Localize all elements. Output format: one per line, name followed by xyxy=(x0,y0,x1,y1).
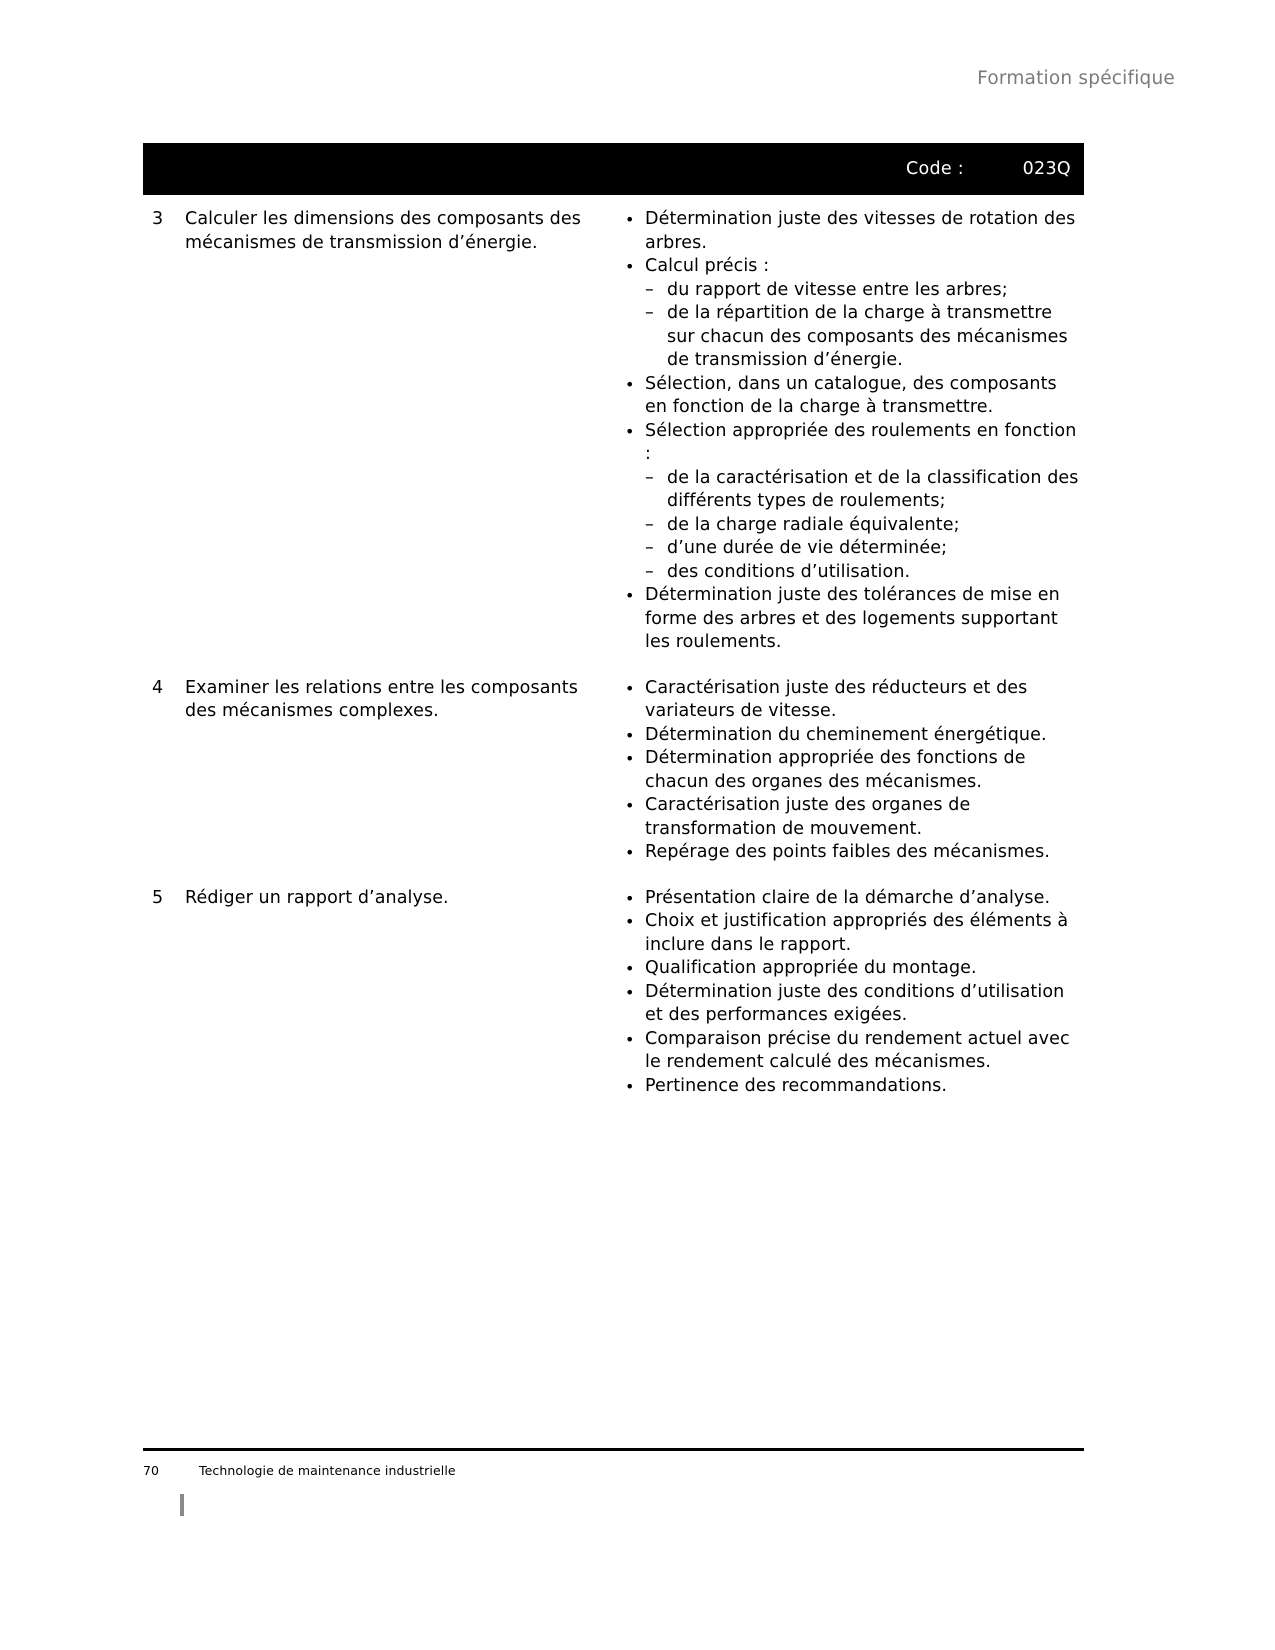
criterion-item xyxy=(623,724,1084,748)
table-row xyxy=(143,677,1084,865)
criterion-item xyxy=(623,794,1084,841)
task-label: Calculer les dimensions des composants des mécanismes de transmission d’énergie. xyxy=(185,209,581,253)
criterion-text: Comparaison précise du rendement actuel avec le rendement calculé des mécanismes. xyxy=(645,1028,1070,1072)
code-banner xyxy=(143,143,1084,195)
criterion-item xyxy=(623,420,1084,585)
footer-document-title: Technologie de maintenance industrielle xyxy=(199,1463,456,1478)
criterion-subitem: – des conditions d’utilisation. xyxy=(645,561,1084,585)
criterion-item xyxy=(623,841,1084,865)
task-number: 5 xyxy=(152,887,164,908)
code-value: 023Q xyxy=(1022,159,1071,179)
criterion-item xyxy=(623,981,1084,1028)
criterion-text: Détermination juste des vitesses de rotation des arbres. xyxy=(645,209,1076,253)
footer-divider xyxy=(143,1448,1084,1451)
criteria-cell xyxy=(603,677,1084,865)
criteria-cell xyxy=(603,208,1084,655)
competency-table xyxy=(143,208,1084,1120)
criterion-item xyxy=(623,887,1084,911)
criterion-subitem: – d’une durée de vie déterminée; xyxy=(645,537,1084,561)
criterion-text: Calcul précis : xyxy=(645,256,770,276)
table-row xyxy=(143,208,1084,655)
criterion-item xyxy=(623,255,1084,373)
criterion-sublist xyxy=(645,467,1084,585)
criterion-text: Choix et justification appropriés des éléments à inclure dans le rapport. xyxy=(645,911,1069,955)
criterion-item xyxy=(623,910,1084,957)
criteria-list xyxy=(623,677,1084,865)
task-number: 3 xyxy=(152,209,164,229)
criterion-text: Caractérisation juste des réducteurs et des variateurs de vitesse. xyxy=(645,677,1028,721)
criterion-item xyxy=(623,677,1084,724)
task-cell xyxy=(143,887,603,911)
criterion-item xyxy=(623,1028,1084,1075)
criterion-item xyxy=(623,957,1084,981)
criterion-text: Détermination du cheminement énergétique. xyxy=(645,724,1047,745)
criterion-item xyxy=(623,747,1084,794)
criteria-list xyxy=(623,887,1084,1099)
table-row xyxy=(143,887,1084,1099)
criterion-text: Détermination juste des tolérances de mise en forme des arbres et des logements supportant les roulements. xyxy=(645,585,1060,652)
criterion-subitem: – de la caractérisation et de la classification des différents types de roulements; xyxy=(645,467,1084,514)
criterion-subitem: – de la charge radiale équivalente; xyxy=(645,514,1084,538)
criteria-cell xyxy=(603,887,1084,1099)
page-corner-mark xyxy=(180,1494,184,1516)
criterion-subitem: – du rapport de vitesse entre les arbres; xyxy=(645,279,1084,303)
task-cell xyxy=(143,208,603,255)
criterion-text: Caractérisation juste des organes de transformation de mouvement. xyxy=(645,795,971,839)
criterion-sublist xyxy=(645,279,1084,373)
task-label: Examiner les relations entre les composants des mécanismes complexes. xyxy=(185,677,578,721)
criterion-subitem: – de la répartition de la charge à transmettre sur chacun des composants des mécanismes de transmission d’énergie. xyxy=(645,302,1084,373)
criterion-text: Détermination juste des conditions d’utilisation et des performances exigées. xyxy=(645,981,1065,1025)
task-cell xyxy=(143,677,603,724)
task-number: 4 xyxy=(152,677,164,698)
page-header-subject: Formation spécifique xyxy=(977,68,1175,89)
criterion-item xyxy=(623,584,1084,655)
criterion-text: Présentation claire de la démarche d’analyse. xyxy=(645,887,1051,908)
code-label: Code : xyxy=(905,159,964,179)
criterion-item xyxy=(623,373,1084,420)
criterion-text: Pertinence des recommandations. xyxy=(645,1075,948,1096)
footer-page-number: 70 xyxy=(143,1463,159,1478)
criterion-text: Sélection, dans un catalogue, des composants en fonction de la charge à transmettre. xyxy=(645,373,1057,417)
criterion-text: Sélection appropriée des roulements en fonction : xyxy=(645,420,1077,464)
criteria-list xyxy=(623,208,1084,655)
criterion-text: Qualification appropriée du montage. xyxy=(645,958,977,978)
criterion-item xyxy=(623,208,1084,255)
criterion-text: Détermination appropriée des fonctions de chacun des organes des mécanismes. xyxy=(645,748,1026,792)
criterion-item xyxy=(623,1075,1084,1099)
criterion-text: Repérage des points faibles des mécanismes. xyxy=(645,842,1050,862)
task-label: Rédiger un rapport d’analyse. xyxy=(185,887,449,908)
